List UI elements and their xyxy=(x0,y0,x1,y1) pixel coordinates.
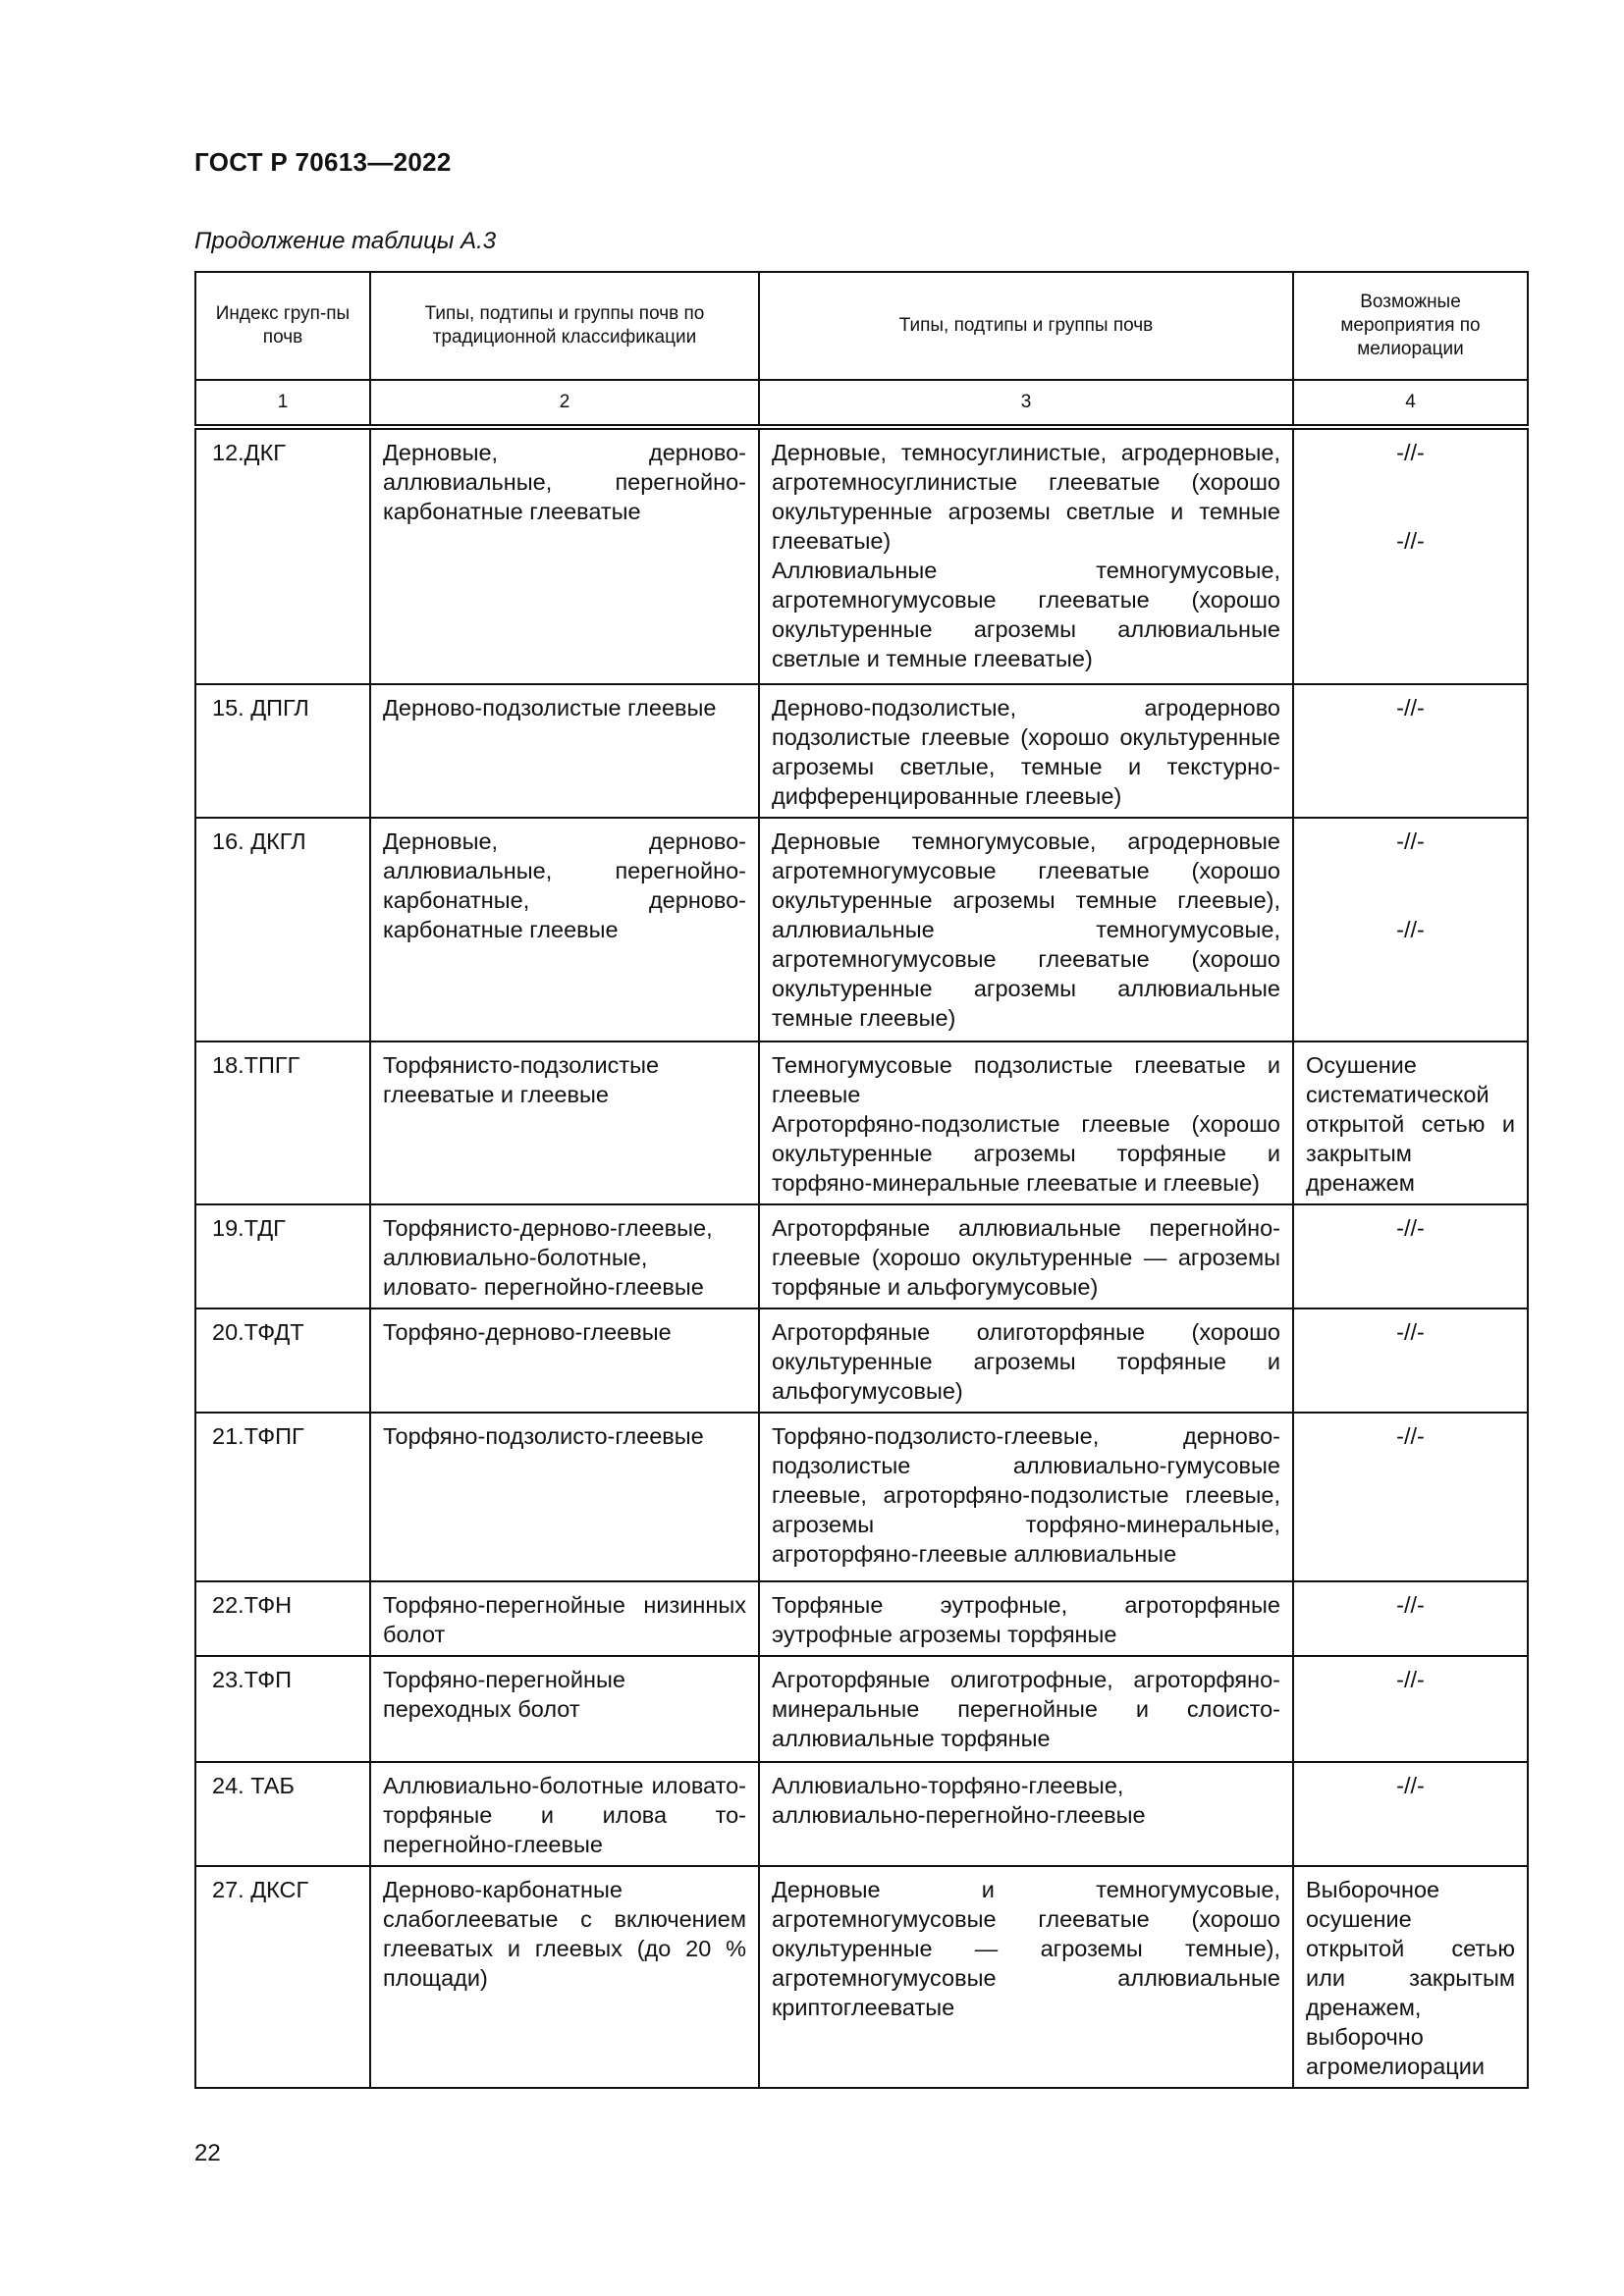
column-number: 1 xyxy=(195,380,370,427)
traditional-classification: Дерново-подзолистые глеевые xyxy=(370,684,759,818)
group-index: 20.ТФДТ xyxy=(195,1308,370,1413)
column-number-row xyxy=(195,380,1528,427)
table-row xyxy=(195,818,1528,1041)
traditional-classification: Дерновые, дерново-аллювиальные, перегнойно-карбонатные, дерново-карбонатные глеевые xyxy=(370,818,759,1041)
traditional-classification: Торфяно-перегнойные переходных болот xyxy=(370,1656,759,1762)
soil-types xyxy=(759,427,1293,684)
soil-types xyxy=(759,1041,1293,1204)
table-caption: Продолжение таблицы А.3 xyxy=(194,228,497,254)
reclamation-measures: -//- xyxy=(1293,1413,1528,1581)
traditional-classification: Торфяно-дерново-глеевые xyxy=(370,1308,759,1413)
traditional-classification: Торфянисто-подзолистые глееватые и глеевые xyxy=(370,1041,759,1204)
soil-types: Агроторфяные олиготрофные, агроторфяно-минеральные перегнойные и слоисто-аллювиальные торфяные xyxy=(759,1656,1293,1762)
soil-types: Дерновые и темногумусовые, агротемногумусовые глееватые (хорошо окультуренные — агроземы темные), агротемногумусовые аллювиальные криптоглееватые xyxy=(759,1866,1293,2088)
table-header-row xyxy=(195,272,1528,380)
soil-types: Дерновые темногумусовые, агродерновые агротемногумусовые глееватые (хорошо окультуренные агроземы темные глеевые), аллювиальные темногумусовые, агротемногумусовые глееватые (хорошо окультуренные агроземы аллювиальные темные глеевые) xyxy=(759,818,1293,1041)
soil-types-line: Агроторфяно-подзолистые глеевые (хорошо окультуренные агроземы торфяные и торфяно-минеральные глееватые и глеевые) xyxy=(772,1111,1280,1196)
table-row xyxy=(195,1762,1528,1866)
soil-groups-table xyxy=(194,271,1529,2089)
table-row xyxy=(195,1204,1528,1308)
page-number: 22 xyxy=(194,2140,221,2166)
table-row xyxy=(195,427,1528,684)
reclamation-measures: -//- xyxy=(1293,1762,1528,1866)
group-index: 27. ДКСГ xyxy=(195,1866,370,2088)
reclamation-measures: -//- xyxy=(1293,1656,1528,1762)
measure-line: -//- xyxy=(1396,917,1425,942)
column-header-index: Индекс груп-пы почв xyxy=(195,272,370,380)
reclamation-measures: -//- xyxy=(1293,684,1528,818)
table-row xyxy=(195,1413,1528,1581)
column-number: 2 xyxy=(370,380,759,427)
measure-line: -//- xyxy=(1396,828,1425,854)
soil-types-line: Аллювиальные темногумусовые, агротемногумусовые глееватые (хорошо окультуренные агроземы аллювиальные светлые и темные глееватые) xyxy=(772,558,1280,671)
reclamation-measures xyxy=(1293,818,1528,1041)
table-row xyxy=(195,1041,1528,1204)
soil-types-line: Дерновые, темносуглинистые, агродерновые, агротемносуглинистые глееватые (хорошо окультуренные агроземы светлые и темные глееватые) xyxy=(772,440,1280,554)
soil-types: Дерново-подзолистые, агродерново подзолистые глеевые (хорошо окультуренные агроземы светлые, темные и текстурно-дифференцированные глеевые) xyxy=(759,684,1293,818)
column-number: 4 xyxy=(1293,380,1528,427)
group-index: 23.ТФП xyxy=(195,1656,370,1762)
column-header-traditional: Типы, подтипы и группы почв по традиционной классификации xyxy=(370,272,759,380)
traditional-classification: Дерново-карбонатные слабоглееватые с включением глееватых и глеевых (до 20 % площади) xyxy=(370,1866,759,2088)
table-row xyxy=(195,1308,1528,1413)
group-index: 24. ТАБ xyxy=(195,1762,370,1866)
traditional-classification: Дерновые, дерново-аллювиальные, перегнойно-карбонатные глееватые xyxy=(370,427,759,684)
group-index: 21.ТФПГ xyxy=(195,1413,370,1581)
column-header-measures: Возможные мероприятия по мелиорации xyxy=(1293,272,1528,380)
reclamation-measures: -//- xyxy=(1293,1204,1528,1308)
measure-line: -//- xyxy=(1396,528,1425,554)
table-row xyxy=(195,684,1528,818)
group-index: 16. ДКГЛ xyxy=(195,818,370,1041)
group-index: 19.ТДГ xyxy=(195,1204,370,1308)
soil-types: Торфяно-подзолисто-глеевые, дерново-подзолистые аллювиально-гумусовые глеевые, агроторфяно-подзолистые глеевые, агроземы торфяно-минеральные, агроторфяно-глеевые аллювиальные xyxy=(759,1413,1293,1581)
column-number: 3 xyxy=(759,380,1293,427)
group-index: 18.ТПГГ xyxy=(195,1041,370,1204)
traditional-classification: Торфяно-подзолисто-глеевые xyxy=(370,1413,759,1581)
table-row xyxy=(195,1581,1528,1656)
document-header: ГОСТ Р 70613—2022 xyxy=(194,147,452,177)
soil-types: Агроторфяные олиготорфяные (хорошо окультуренные агроземы торфяные и альфогумусовые) xyxy=(759,1308,1293,1413)
reclamation-measures: -//- xyxy=(1293,1308,1528,1413)
table-row xyxy=(195,1656,1528,1762)
soil-types-line: Темногумусовые подзолистые глееватые и глеевые xyxy=(772,1052,1280,1107)
soil-types: Торфяные эутрофные, агроторфяные эутрофные агроземы торфяные xyxy=(759,1581,1293,1656)
traditional-classification: Торфянисто-дерново-глеевые, аллювиально-болотные, иловато- перегнойно-глеевые xyxy=(370,1204,759,1308)
traditional-classification: Торфяно-перегнойные низинных болот xyxy=(370,1581,759,1656)
measure-line: -//- xyxy=(1396,440,1425,465)
soil-types: Агроторфяные аллювиальные перегнойно-глеевые (хорошо окультуренные — агроземы торфяные и альфогумусовые) xyxy=(759,1204,1293,1308)
table-row xyxy=(195,1866,1528,2088)
soil-types: Аллювиально-торфяно-глеевые, аллювиально-перегнойно-глеевые xyxy=(759,1762,1293,1866)
group-index: 12.ДКГ xyxy=(195,427,370,684)
group-index: 15. ДПГЛ xyxy=(195,684,370,818)
reclamation-measures xyxy=(1293,427,1528,684)
group-index: 22.ТФН xyxy=(195,1581,370,1656)
column-header-types: Типы, подтипы и группы почв xyxy=(759,272,1293,380)
reclamation-measures: Осушение систематической открытой сетью и закрытым дренажем xyxy=(1293,1041,1528,1204)
traditional-classification: Аллювиально-болотные иловато-торфяные и илова то-перегнойно-глеевые xyxy=(370,1762,759,1866)
reclamation-measures: -//- xyxy=(1293,1581,1528,1656)
reclamation-measures: Выборочное осушение открытой сетью или закрытым дренажем, выборочно агромелиорации xyxy=(1293,1866,1528,2088)
